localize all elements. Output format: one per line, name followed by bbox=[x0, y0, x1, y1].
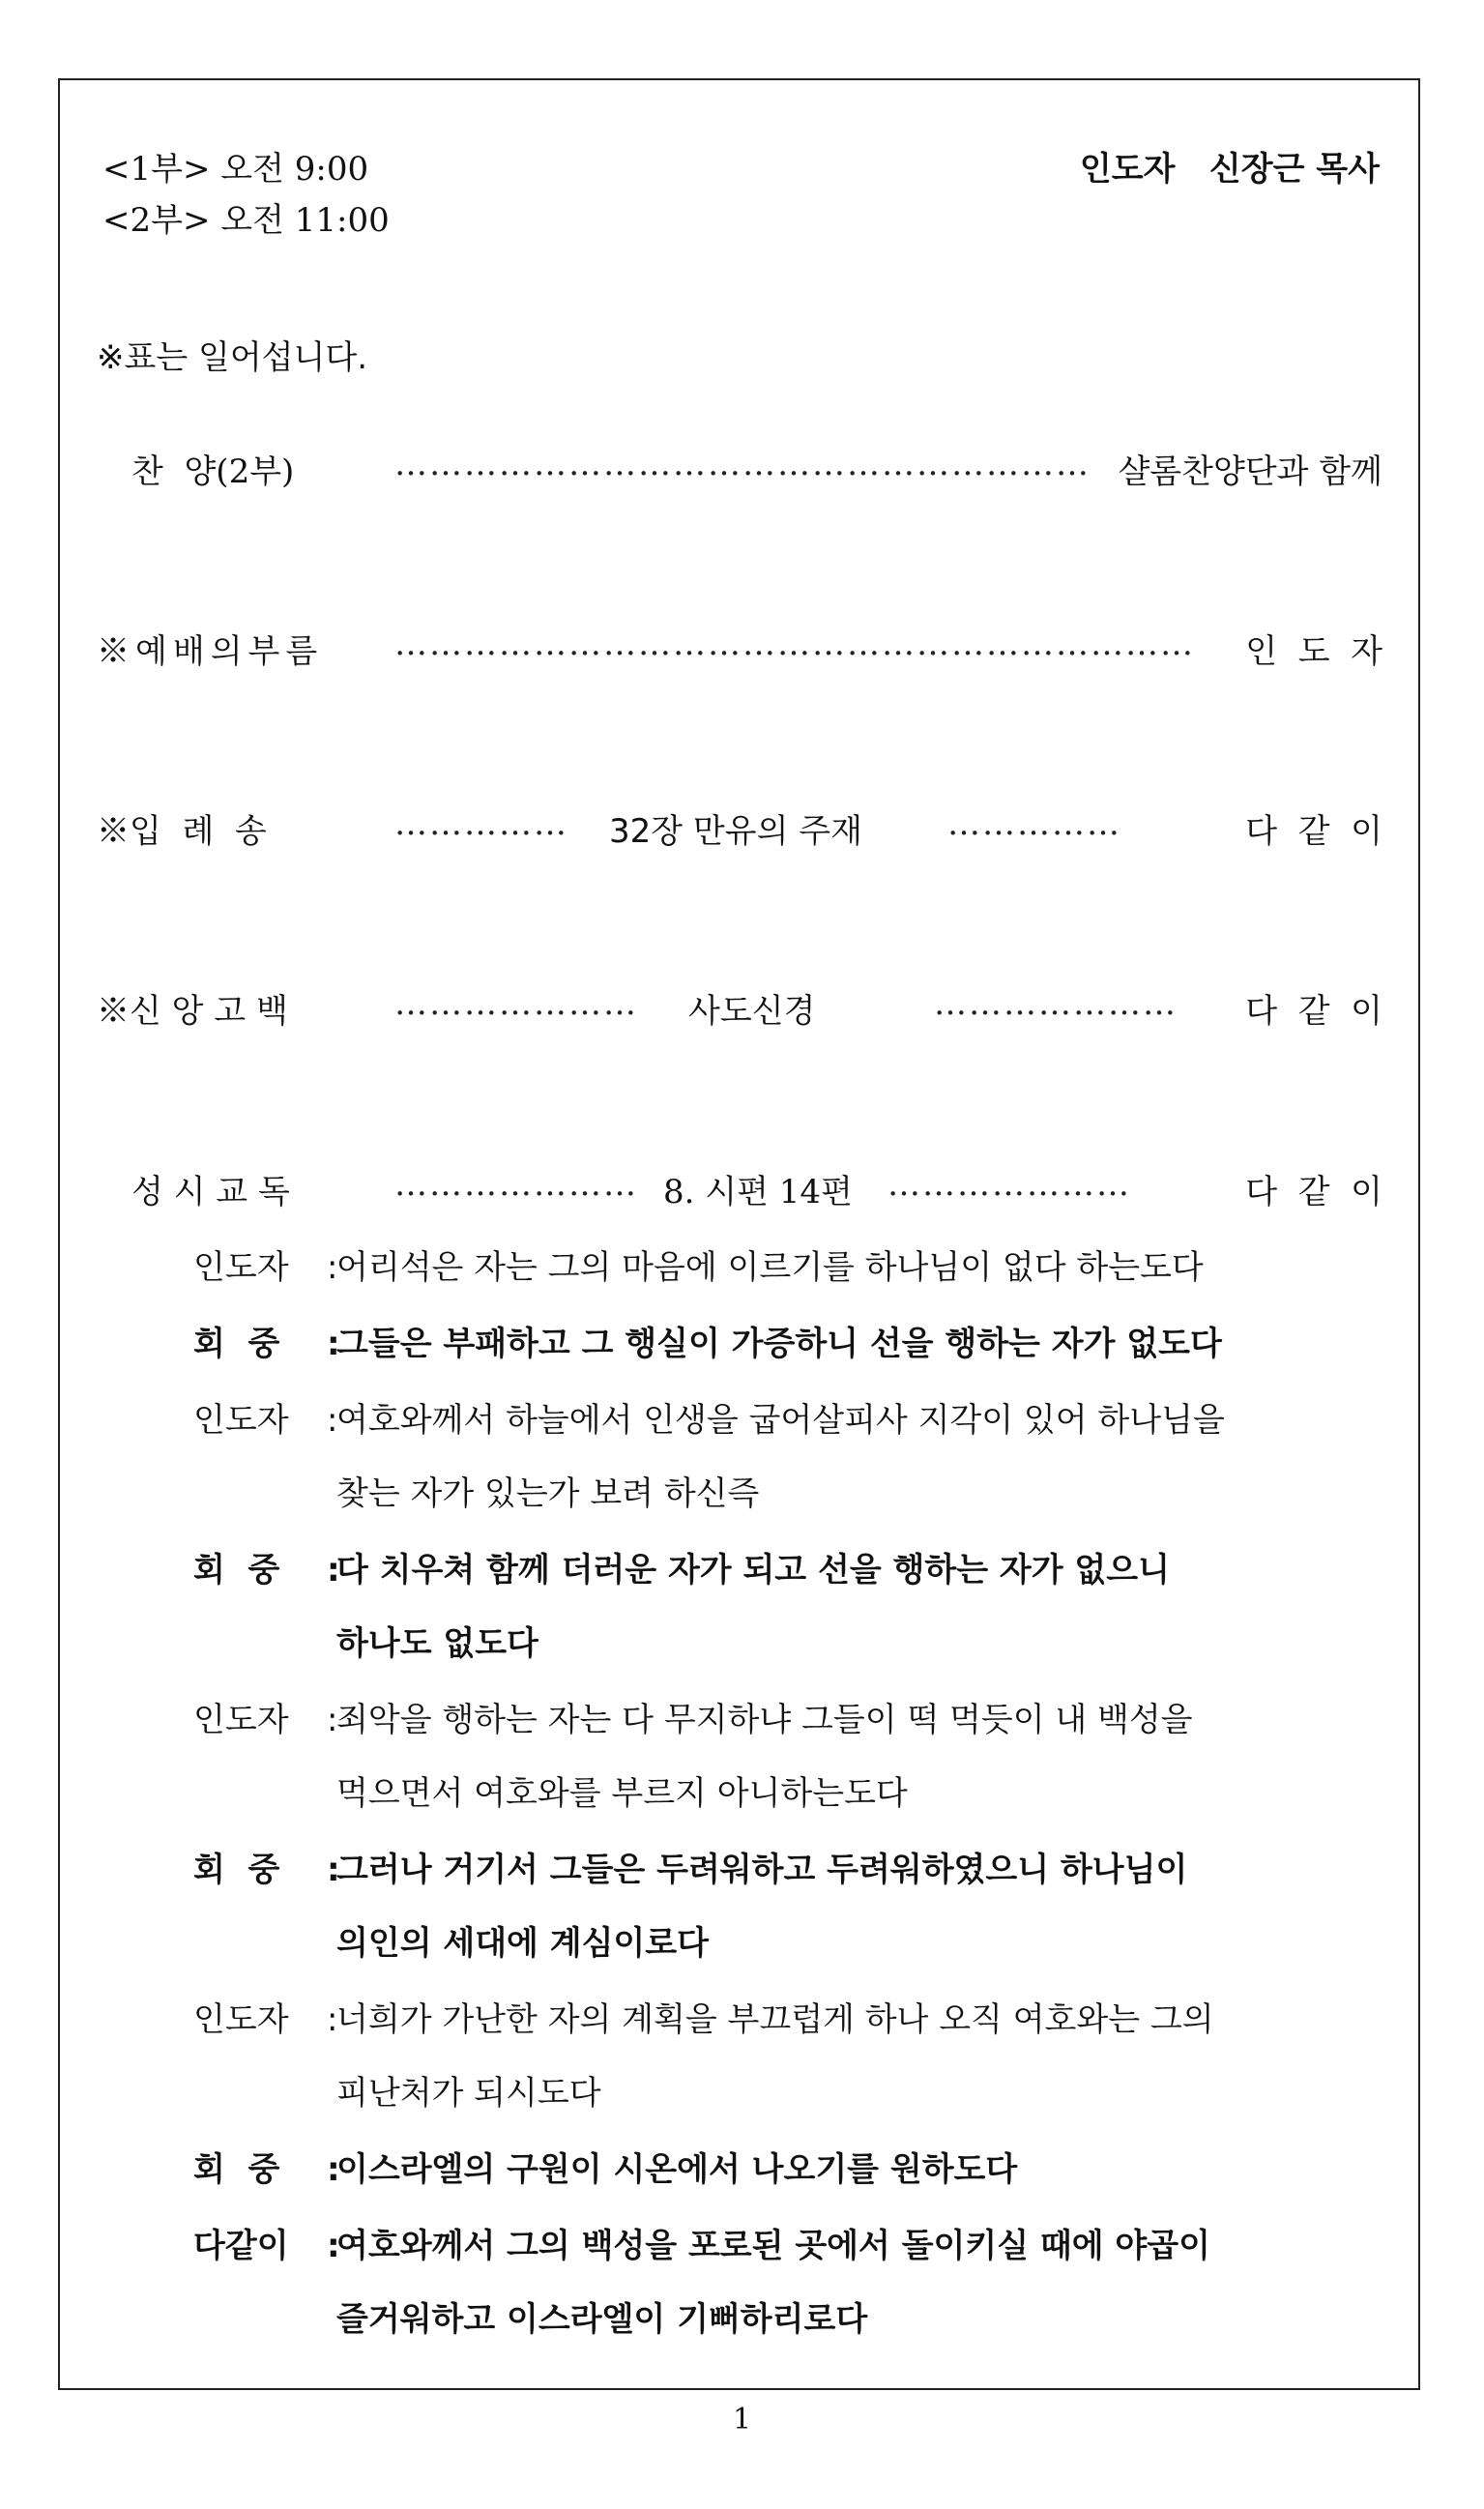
reading-speaker: 회 중 bbox=[193, 1851, 280, 1889]
order-item-opening-hymn bbox=[97, 804, 1382, 853]
reading-colon: : bbox=[327, 1701, 338, 1739]
leader-dots: …………… bbox=[947, 804, 1121, 843]
order-item-call-to-worship bbox=[97, 625, 1382, 673]
order-label: ※입 례 송 bbox=[97, 812, 267, 851]
reading-text: 찾는 자가 있는가 보려 하신즉 bbox=[336, 1474, 760, 1513]
reading-text: 다 치우쳐 함께 더러운 자가 되고 선을 행하는 자가 없으니 bbox=[336, 1551, 1170, 1590]
order-performer: 인 도 자 bbox=[1245, 632, 1382, 671]
reading-text: 여호와께서 하늘에서 인생을 굽어살피사 지각이 있어 하나님을 bbox=[336, 1401, 1225, 1440]
reading-colon: : bbox=[327, 1401, 338, 1440]
standing-notice: ※표는 일어섭니다. bbox=[97, 338, 368, 377]
leader-dots: …………………………………………………… bbox=[394, 445, 1091, 483]
order-item-creed bbox=[97, 984, 1382, 1033]
order-performer: 샬롬찬양단과 함께 bbox=[1118, 452, 1382, 491]
reading-speaker: 인도자 bbox=[193, 1701, 289, 1739]
order-label: 성 시 교 독 bbox=[131, 1173, 290, 1211]
leader-dots: ………………… bbox=[887, 1165, 1131, 1204]
reading-speaker: 회 중 bbox=[193, 2150, 280, 2189]
session-2-time: <2부> 오전 11:00 bbox=[102, 201, 390, 240]
reading-colon: : bbox=[327, 1551, 340, 1590]
reading-speaker: 다같이 bbox=[193, 2227, 289, 2265]
reading-text: 어리석은 자는 그의 마음에 이르기를 하나님이 없다 하는도다 bbox=[336, 1248, 1204, 1287]
reading-speaker: 인도자 bbox=[193, 1401, 289, 1440]
reading-text: 너희가 가난한 자의 계획을 부끄럽게 하나 오직 여호와는 그의 bbox=[336, 2000, 1214, 2039]
reading-speaker: 인도자 bbox=[193, 1248, 289, 1287]
reading-text: 하나도 없도다 bbox=[336, 1624, 538, 1663]
order-performer: 다 같 이 bbox=[1245, 1173, 1382, 1211]
order-item-responsive-reading bbox=[97, 1165, 1382, 1213]
leader-dots: …………………………………………………………… bbox=[394, 625, 1195, 663]
reading-text: 먹으면서 여호와를 부르지 아니하는도다 bbox=[336, 1774, 908, 1813]
reading-colon: : bbox=[327, 2227, 340, 2265]
reading-speaker: 회 중 bbox=[193, 1551, 280, 1590]
session-1-time: <1부> 오전 9:00 bbox=[102, 150, 369, 189]
leader-dots: …………… bbox=[394, 804, 568, 843]
order-detail: 사도신경 bbox=[688, 992, 816, 1031]
reading-text: 피난처가 되시도다 bbox=[336, 2074, 601, 2113]
order-detail: 32장 만유의 주재 bbox=[609, 812, 862, 851]
order-label: 찬 양(2부) bbox=[131, 452, 295, 491]
order-item-praise bbox=[97, 445, 1382, 493]
order-performer: 다 같 이 bbox=[1245, 812, 1382, 851]
reading-colon: : bbox=[327, 2000, 338, 2039]
reading-text: 여호와께서 그의 백성을 포로된 곳에서 돌이키실 때에 야곱이 bbox=[336, 2227, 1210, 2265]
order-detail: 8. 시편 14편 bbox=[663, 1173, 853, 1211]
reading-colon: : bbox=[327, 1851, 340, 1889]
reading-speaker: 회 중 bbox=[193, 1325, 280, 1363]
leader-dots: ………………… bbox=[394, 1165, 638, 1204]
page-number: 1 bbox=[732, 2403, 752, 2436]
reading-colon: : bbox=[327, 2150, 340, 2189]
reading-text: 그러나 거기서 그들은 두려워하고 두려워하였으니 하나님이 bbox=[336, 1851, 1188, 1889]
reading-speaker: 인도자 bbox=[193, 2000, 289, 2039]
leader-name: 인도자 신장근 목사 bbox=[1079, 150, 1380, 189]
reading-text: 죄악을 행하는 자는 다 무지하냐 그들이 떡 먹듯이 내 백성을 bbox=[336, 1701, 1193, 1739]
reading-text: 즐거워하고 이스라엘이 기뻐하리로다 bbox=[336, 2300, 868, 2339]
reading-text: 그들은 부패하고 그 행실이 가증하니 선을 행하는 자가 없도다 bbox=[336, 1325, 1222, 1363]
leader-dots: ………………… bbox=[934, 984, 1178, 1023]
reading-colon: : bbox=[327, 1248, 338, 1287]
order-label: ※신 앙 고 백 bbox=[97, 992, 288, 1031]
leader-dots: ………………… bbox=[394, 984, 638, 1023]
reading-colon: : bbox=[327, 1325, 340, 1363]
reading-text: 이스라엘의 구원이 시온에서 나오기를 원하도다 bbox=[336, 2150, 1018, 2189]
order-label: ※예배의부름 bbox=[97, 632, 324, 671]
reading-text: 의인의 세대에 계심이로다 bbox=[336, 1924, 709, 1963]
order-performer: 다 같 이 bbox=[1245, 992, 1382, 1031]
